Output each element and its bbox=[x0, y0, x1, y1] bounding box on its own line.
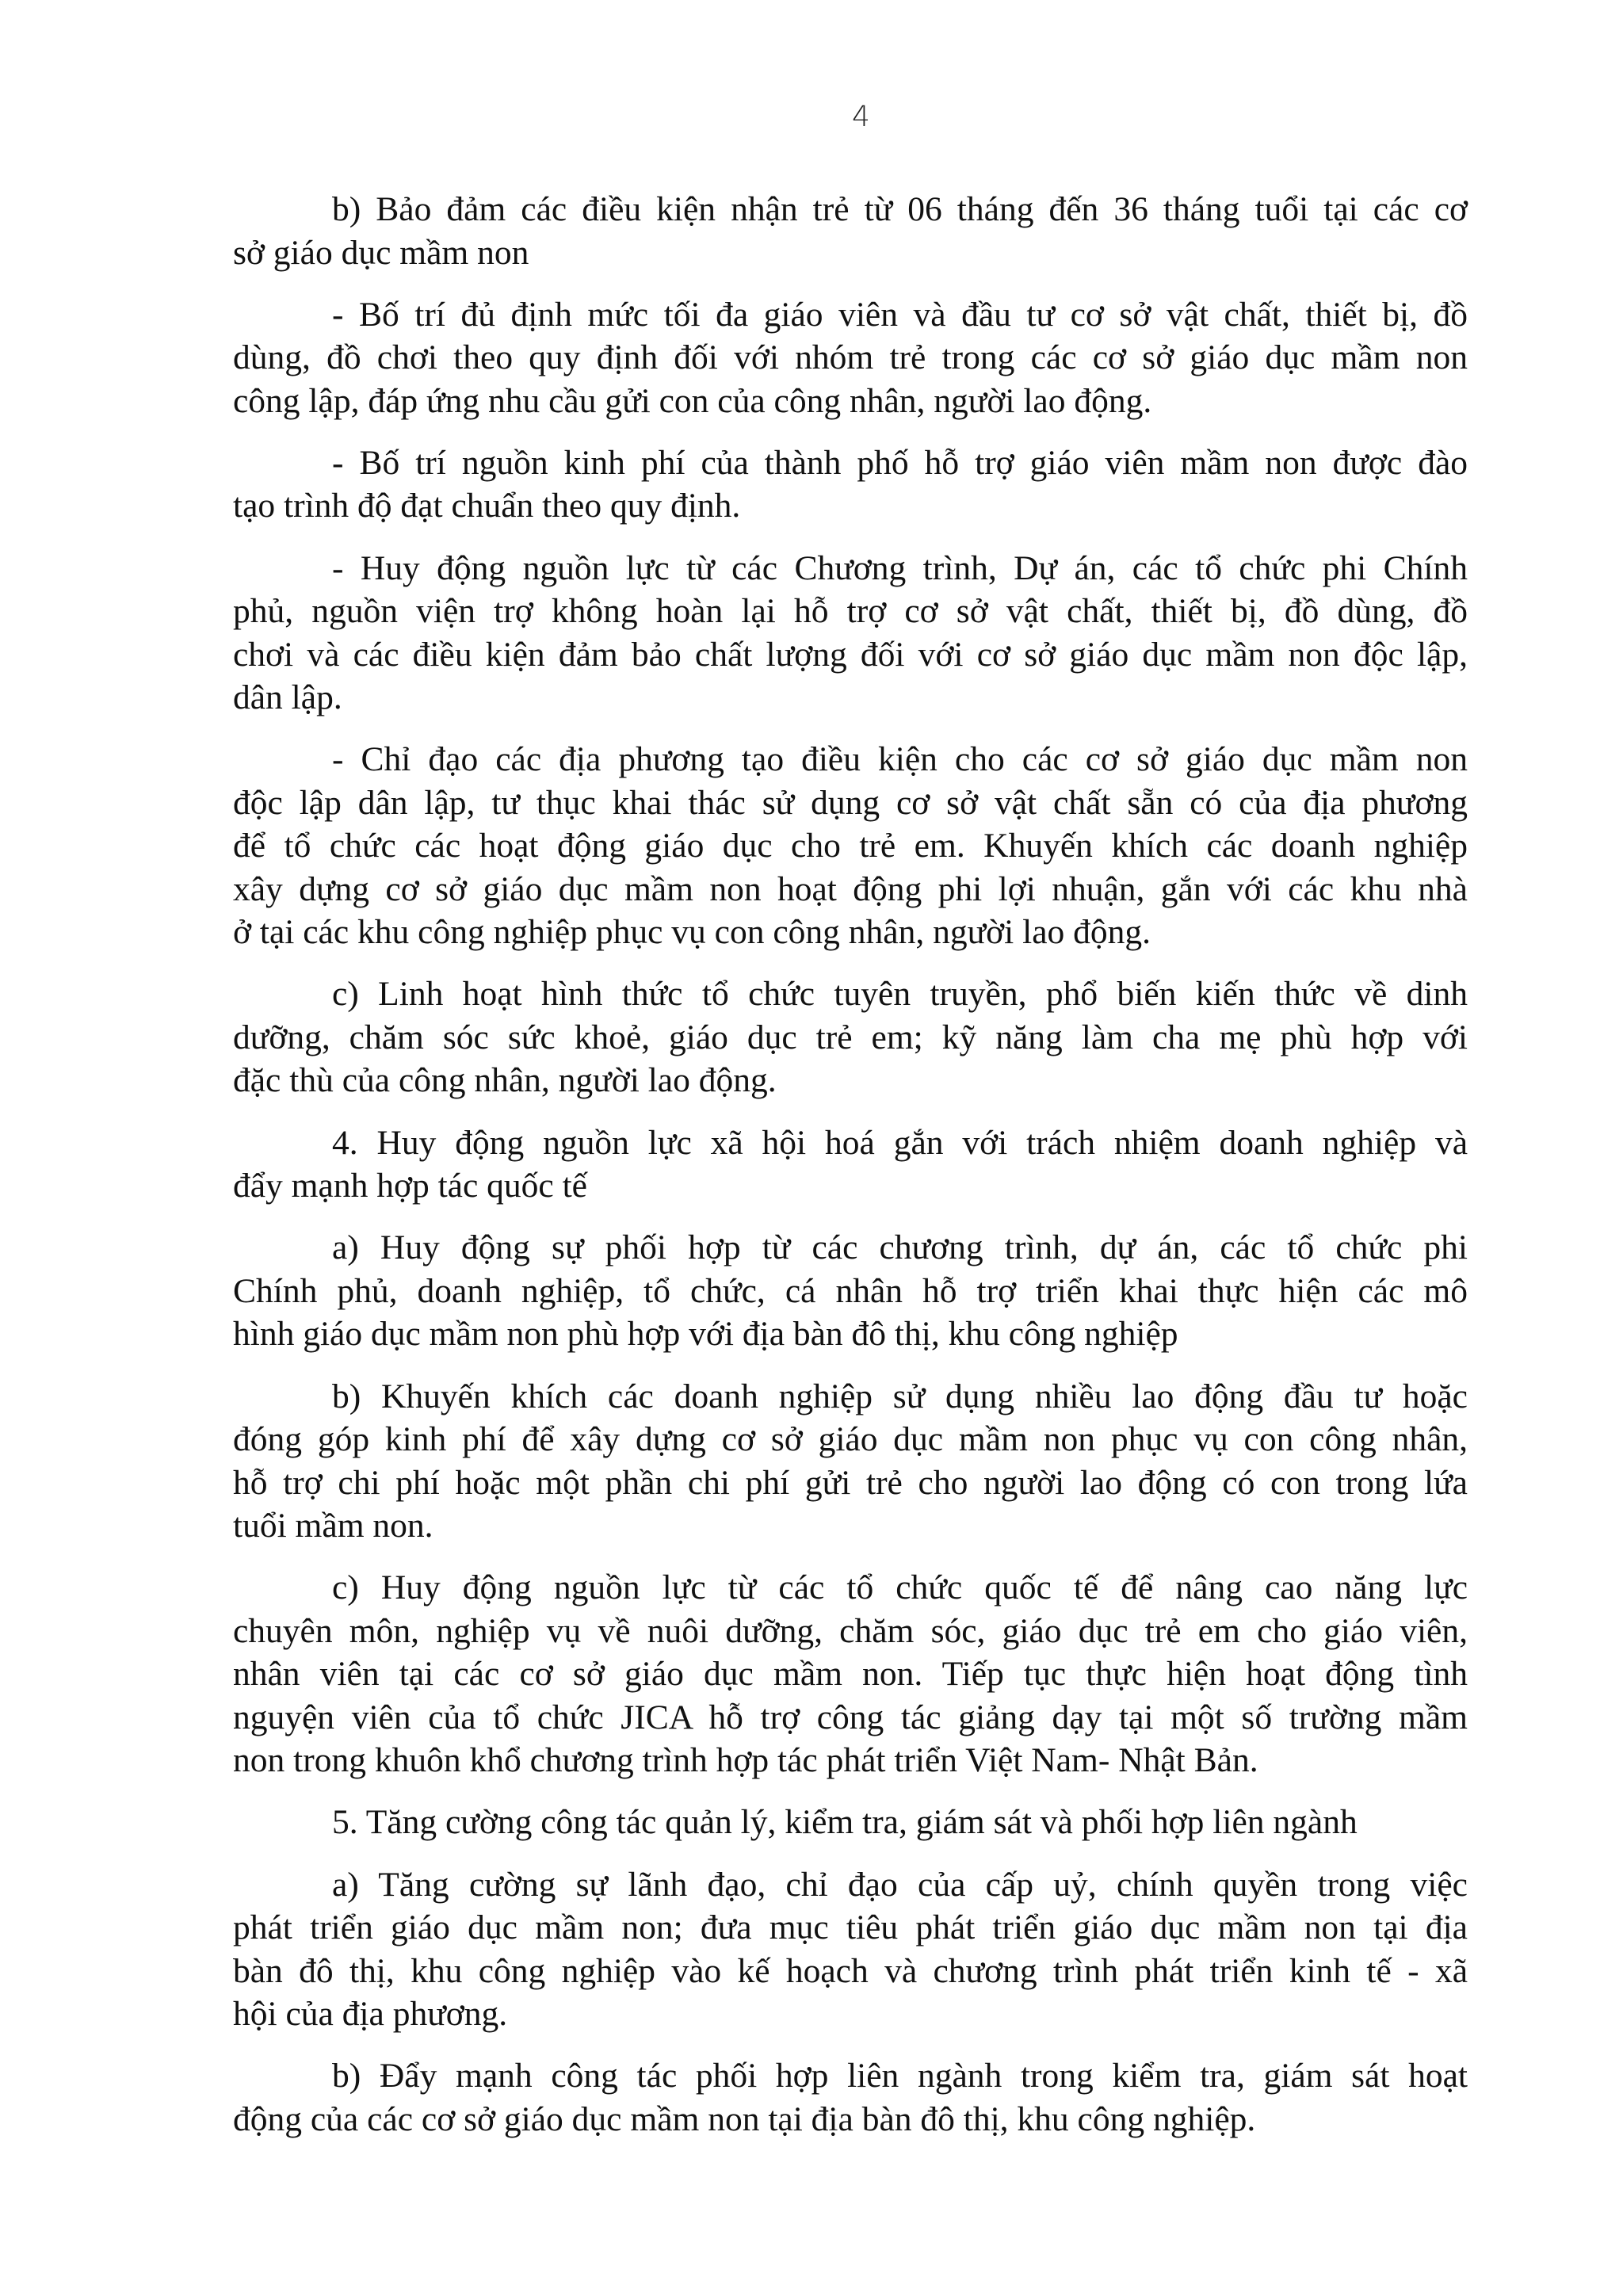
paragraph bbox=[233, 188, 1468, 274]
section-heading bbox=[233, 1121, 1468, 1208]
paragraph bbox=[233, 1226, 1468, 1356]
text-line: - Chỉ đạo các địa phương tạo điều kiện cho các cơ sở giáo dục mầm non bbox=[332, 740, 1468, 779]
text-line: b) Khuyến khích các doanh nghiệp sử dụng nhiều lao động đầu tư hoặc bbox=[332, 1377, 1468, 1415]
section-heading bbox=[233, 1801, 1468, 1844]
text-line: phủ, nguồn viện trợ không hoàn lại hỗ trợ cơ sở vật chất, thiết bị, đồ dùng, đồ bbox=[233, 592, 1468, 631]
text-line: dân lập. bbox=[233, 678, 342, 717]
text-line: chuyên môn, nghiệp vụ về nuôi dưỡng, chăm sóc, giáo dục trẻ em cho giáo viên, bbox=[233, 1611, 1468, 1650]
text-line: bàn đô thị, khu công nghiệp vào kế hoạch và chương trình phát triển kinh tế - xã bbox=[233, 1951, 1468, 1990]
text-line: độc lập dân lập, tư thục khai thác sử dụng cơ sở vật chất sẵn có của địa phương bbox=[233, 783, 1468, 822]
text-line: xây dựng cơ sở giáo dục mầm non hoạt động phi lợi nhuận, gắn với các khu nhà bbox=[233, 869, 1468, 908]
text-line: c) Huy động nguồn lực từ các tổ chức quốc tế để nâng cao năng lực bbox=[332, 1568, 1468, 1607]
text-line: Chính phủ, doanh nghiệp, tổ chức, cá nhân hỗ trợ triển khai thực hiện các mô bbox=[233, 1271, 1468, 1310]
paragraph bbox=[233, 441, 1468, 528]
text-line: nhân viên tại các cơ sở giáo dục mầm non. Tiếp tục thực hiện hoạt động tình bbox=[233, 1655, 1468, 1694]
text-line: công lập, đáp ứng nhu cầu gửi con của công nhân, người lao động. bbox=[233, 381, 1152, 420]
text-line: a) Huy động sự phối hợp từ các chương trình, dự án, các tổ chức phi bbox=[332, 1228, 1468, 1267]
paragraph bbox=[233, 738, 1468, 954]
text-line: b) Đẩy mạnh công tác phối hợp liên ngành trong kiểm tra, giám sát hoạt bbox=[332, 2057, 1468, 2095]
page-number: 4 bbox=[852, 101, 870, 133]
text-line: b) Bảo đảm các điều kiện nhận trẻ từ 06 tháng đến 36 tháng tuổi tại các cơ bbox=[332, 190, 1468, 228]
text-line: sở giáo dục mầm non bbox=[233, 233, 529, 272]
text-line: non trong khuôn khổ chương trình hợp tác phát triển Việt Nam- Nhật Bản. bbox=[233, 1741, 1258, 1780]
text-line: hội của địa phương. bbox=[233, 1995, 508, 2034]
paragraph bbox=[233, 293, 1468, 423]
text-line: 5. Tăng cường công tác quản lý, kiểm tra, giám sát và phối hợp liên ngành bbox=[332, 1803, 1358, 1842]
text-line: ở tại các khu công nghiệp phục vụ con công nhân, người lao động. bbox=[233, 913, 1151, 952]
paragraph bbox=[233, 1863, 1468, 2036]
text-line: - Bố trí nguồn kinh phí của thành phố hỗ trợ giáo viên mầm non được đào bbox=[332, 443, 1468, 482]
text-line: đẩy mạnh hợp tác quốc tế bbox=[233, 1167, 587, 1205]
text-line: - Huy động nguồn lực từ các Chương trình, Dự án, các tổ chức phi Chính bbox=[332, 548, 1468, 587]
text-line: hỗ trợ chi phí hoặc một phần chi phí gửi trẻ cho người lao động có con trong lứa bbox=[233, 1463, 1468, 1502]
text-line: chơi và các điều kiện đảm bảo chất lượng đối với cơ sở giáo dục mầm non độc lập, bbox=[233, 635, 1468, 674]
text-line: tuổi mầm non. bbox=[233, 1507, 433, 1545]
text-line: đặc thù của công nhân, người lao động. bbox=[233, 1061, 777, 1100]
text-line: dùng, đồ chơi theo quy định đối với nhóm trẻ trong các cơ sở giáo dục mầm non bbox=[233, 338, 1468, 377]
paragraph bbox=[233, 972, 1468, 1102]
text-line: - Bố trí đủ định mức tối đa giáo viên và đầu tư cơ sở vật chất, thiết bị, đồ bbox=[332, 295, 1468, 334]
document-body bbox=[233, 188, 1468, 2160]
text-line: tạo trình độ đạt chuẩn theo quy định. bbox=[233, 487, 741, 525]
text-line: a) Tăng cường sự lãnh đạo, chỉ đạo của cấp uỷ, chính quyền trong việc bbox=[332, 1865, 1468, 1904]
paragraph bbox=[233, 547, 1468, 720]
text-line: động của các cơ sở giáo dục mầm non tại địa bàn đô thị, khu công nghiệp. bbox=[233, 2099, 1256, 2138]
text-line: để tổ chức các hoạt động giáo dục cho trẻ em. Khuyến khích các doanh nghiệp bbox=[233, 827, 1468, 865]
text-line: dưỡng, chăm sóc sức khoẻ, giáo dục trẻ em; kỹ năng làm cha mẹ phù hợp với bbox=[233, 1018, 1468, 1056]
text-line: 4. Huy động nguồn lực xã hội hoá gắn với trách nhiệm doanh nghiệp và bbox=[332, 1123, 1468, 1162]
text-line: hình giáo dục mầm non phù hợp với địa bàn đô thị, khu công nghiệp bbox=[233, 1315, 1178, 1354]
text-line: đóng góp kinh phí để xây dựng cơ sở giáo dục mầm non phục vụ con công nhân, bbox=[233, 1420, 1468, 1458]
text-line: c) Linh hoạt hình thức tổ chức tuyên truyền, phổ biến kiến thức về dinh bbox=[332, 975, 1468, 1014]
text-line: phát triển giáo dục mầm non; đưa mục tiêu phát triển giáo dục mầm non tại địa bbox=[233, 1908, 1468, 1947]
paragraph bbox=[233, 1375, 1468, 1548]
text-line: nguyện viên của tổ chức JICA hỗ trợ công tác giảng dạy tại một số trường mầm bbox=[233, 1698, 1468, 1736]
paragraph bbox=[233, 2054, 1468, 2141]
paragraph bbox=[233, 1566, 1468, 1782]
